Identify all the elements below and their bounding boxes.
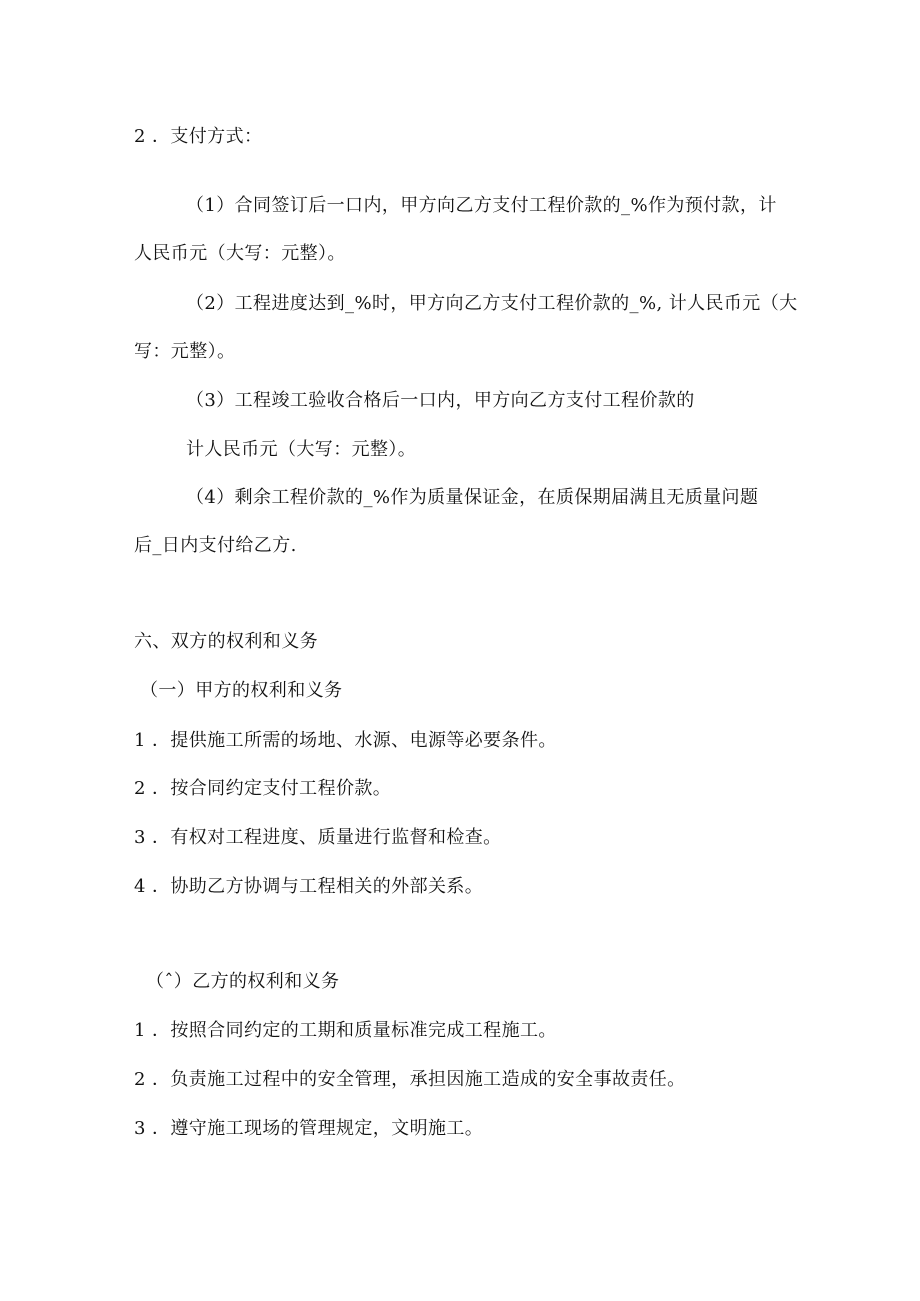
party-b-item-2: 2 ．负责施工过程中的安全管理，承担因施工造成的安全事故责任。	[134, 1069, 686, 1090]
payment-clause-2-line-2: 写：元整）。	[134, 341, 236, 362]
payment-clause-1-line-2: 人民币元（大写：元整）。	[134, 243, 346, 264]
party-b-item-1: 1 ．按照合同约定的工期和质量标准完成工程施工。	[134, 1020, 557, 1041]
payment-clause-3-line-1: （3）工程竣工验收合格后一口内，甲方向乙方支付工程价款的	[186, 390, 695, 411]
payment-clause-1-line-1: （1）合同签订后一口内，甲方向乙方支付工程价款的_%作为预付款，计	[186, 195, 777, 216]
payment-heading: 2 ．支付方式：	[134, 126, 263, 147]
party-a-item-3: 3 ．有权对工程进度、质量进行监督和检查。	[134, 827, 502, 848]
rights-heading: 六、双方的权利和义务	[134, 631, 318, 652]
party-b-heading: （ˆ）乙方的权利和义务	[146, 971, 340, 992]
payment-clause-4-line-2: 后_日内支付给乙方.	[134, 535, 297, 556]
party-a-item-1: 1 ．提供施工所需的场地、水源、电源等必要条件。	[134, 730, 557, 751]
party-a-heading: （一）甲方的权利和义务	[140, 680, 343, 701]
payment-clause-4-line-1: （4）剩余工程价款的_%作为质量保证金，在质保期届满且无质量问题	[186, 487, 759, 508]
party-a-item-2: 2 ．按合同约定支付工程价款。	[134, 778, 392, 799]
payment-clause-3-line-2: 计人民币元（大写：元整）。	[186, 439, 417, 460]
party-b-item-3: 3 ．遵守施工现场的管理规定，文明施工。	[134, 1118, 484, 1139]
party-a-item-4: 4 ．协助乙方协调与工程相关的外部关系。	[134, 876, 484, 897]
payment-clause-2-line-1: （2）工程进度达到_%时，甲方向乙方支付工程价款的_%, 计人民币元（大	[186, 293, 798, 314]
